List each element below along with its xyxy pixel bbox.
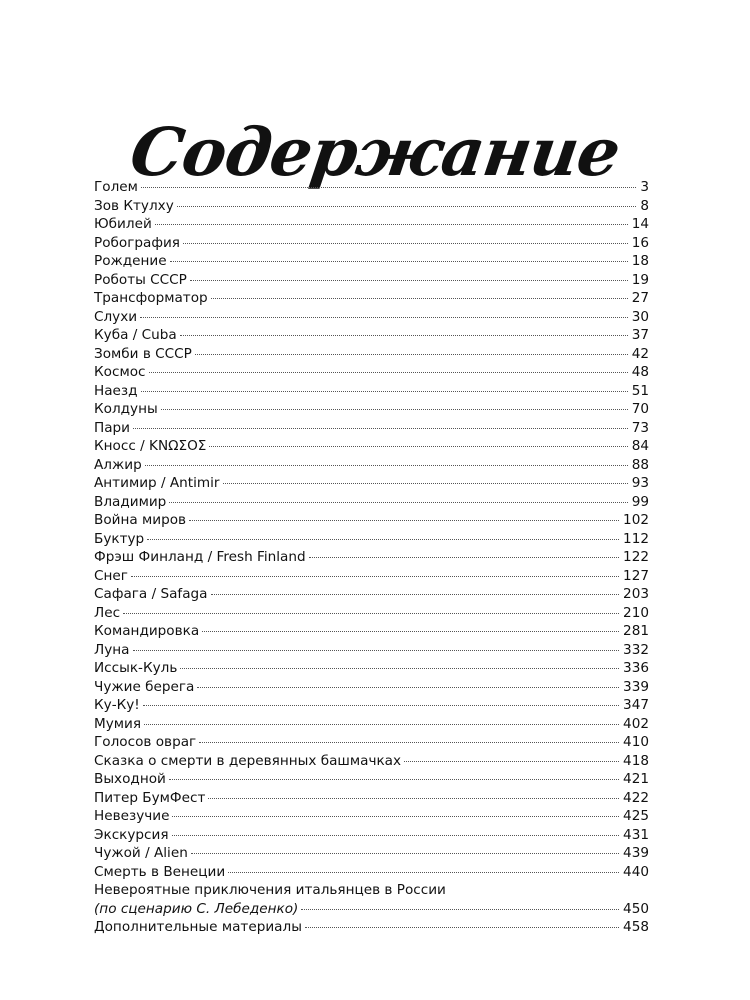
entry-title: Голем xyxy=(94,179,138,195)
table-of-contents xyxy=(94,178,649,937)
page-title: Содержание xyxy=(125,113,625,192)
entry-page-number: 418 xyxy=(623,752,649,769)
dot-leader xyxy=(155,224,628,225)
dot-leader xyxy=(183,243,628,244)
dot-leader xyxy=(180,668,619,669)
entry-title: Голосов овраг xyxy=(94,734,197,750)
entry-subtitle: (по сценарию С. Лебеденко) xyxy=(94,900,299,917)
entry-title: Космос xyxy=(94,364,146,380)
entry-page-number: 439 xyxy=(623,845,649,861)
dot-leader xyxy=(172,835,620,836)
toc-entry[interactable] xyxy=(94,622,649,641)
entry-title: Куба / Cuba xyxy=(94,327,177,343)
toc-entry[interactable] xyxy=(94,363,649,382)
toc-entry[interactable] xyxy=(94,456,649,475)
toc-entry[interactable] xyxy=(94,178,649,197)
entry-title: Слухи xyxy=(94,308,138,325)
entry-title: Наезд xyxy=(94,382,138,399)
entry-title: Сказка о смерти в деревянных башмачках xyxy=(94,752,402,769)
dot-leader xyxy=(140,317,628,318)
toc-entry[interactable] xyxy=(94,215,649,234)
entry-page-number: 410 xyxy=(623,734,649,750)
entry-page-number: 210 xyxy=(623,604,649,621)
toc-entry[interactable] xyxy=(94,252,649,271)
entry-title: Кносс / ΚΝΩΣΟΣ xyxy=(94,438,207,454)
entry-page-number: 402 xyxy=(623,715,649,732)
toc-entry[interactable] xyxy=(94,807,649,826)
dot-leader xyxy=(133,650,620,651)
entry-title: Чужой / Alien xyxy=(94,845,188,861)
toc-entry[interactable] xyxy=(94,271,649,290)
entry-title: Антимир / Antimir xyxy=(94,475,220,491)
entry-page-number: 112 xyxy=(623,530,649,547)
dot-leader xyxy=(133,428,628,429)
dot-leader xyxy=(149,372,628,373)
toc-entry[interactable] xyxy=(94,585,649,604)
entry-title: Рождение xyxy=(94,253,167,269)
dot-leader xyxy=(169,779,619,780)
entry-title: Невезучие xyxy=(94,808,170,824)
entry-page-number: 431 xyxy=(623,826,649,843)
entry-page-number: 122 xyxy=(623,549,649,565)
dot-leader xyxy=(305,927,619,928)
entry-page-number: 203 xyxy=(623,586,649,602)
entry-page-number: 70 xyxy=(631,401,649,417)
entry-page-number: 84 xyxy=(631,438,649,454)
entry-page-number: 99 xyxy=(631,493,649,510)
toc-entry[interactable] xyxy=(94,437,649,456)
entry-page-number: 42 xyxy=(631,345,649,362)
dot-leader xyxy=(211,594,620,595)
entry-title: Выходной xyxy=(94,771,166,787)
toc-entry[interactable] xyxy=(94,863,649,882)
dot-leader xyxy=(147,539,619,540)
toc-entry[interactable] xyxy=(94,511,649,530)
entry-page-number: 332 xyxy=(623,641,649,658)
entry-page-number: 73 xyxy=(631,419,649,436)
toc-entry[interactable] xyxy=(94,548,649,567)
entry-title: Смерть в Венеции xyxy=(94,863,226,880)
toc-entry[interactable] xyxy=(94,474,649,493)
entry-page-number: 93 xyxy=(631,475,649,491)
dot-leader xyxy=(141,391,628,392)
entry-page-number: 16 xyxy=(631,234,649,251)
dot-leader xyxy=(209,446,627,447)
entry-page-number: 19 xyxy=(631,271,649,288)
entry-title: Юбилей xyxy=(94,216,152,232)
entry-subtitle-line xyxy=(94,900,649,919)
entry-title: Фрэш Финланд / Fresh Finland xyxy=(94,549,306,565)
entry-title: Иссык-Куль xyxy=(94,660,178,676)
entry-page-number: 339 xyxy=(623,678,649,695)
dot-leader xyxy=(189,520,619,521)
entry-page-number: 51 xyxy=(631,382,649,399)
toc-entry[interactable] xyxy=(94,345,649,364)
entry-title: Колдуны xyxy=(94,401,158,417)
entry-title: Пари xyxy=(94,419,131,436)
dot-leader xyxy=(145,465,628,466)
dot-leader xyxy=(172,816,619,817)
entry-page-number: 27 xyxy=(631,290,649,306)
entry-page-number: 30 xyxy=(631,308,649,325)
entry-title: Дополнительные материалы xyxy=(94,919,302,935)
toc-entry[interactable] xyxy=(94,289,649,308)
toc-entry[interactable] xyxy=(94,826,649,845)
dot-leader xyxy=(195,354,628,355)
dot-leader xyxy=(404,761,619,762)
dot-leader xyxy=(123,613,619,614)
entry-page-number: 458 xyxy=(623,919,649,935)
entry-page-number: 14 xyxy=(631,216,649,232)
toc-entry[interactable] xyxy=(94,641,649,660)
entry-title: Зомби в СССР xyxy=(94,345,192,362)
entry-title: Невероятные приключения итальянцев в России xyxy=(94,882,446,898)
toc-entry-multiline[interactable] xyxy=(94,881,649,918)
toc-entry[interactable] xyxy=(94,733,649,752)
entry-page-number: 347 xyxy=(623,697,649,713)
dot-leader xyxy=(208,798,619,799)
dot-leader xyxy=(144,724,619,725)
entry-title: Владимир xyxy=(94,493,167,510)
entry-title: Снег xyxy=(94,567,128,584)
dot-leader xyxy=(309,557,619,558)
entry-page-number: 102 xyxy=(623,512,649,528)
entry-page-number: 450 xyxy=(623,900,649,917)
toc-entry[interactable] xyxy=(94,918,649,937)
dot-leader xyxy=(191,853,619,854)
toc-entry[interactable] xyxy=(94,567,649,586)
dot-leader xyxy=(223,483,628,484)
entry-title: Сафага / Safaga xyxy=(94,586,208,602)
dot-leader xyxy=(197,687,619,688)
toc-entry[interactable] xyxy=(94,234,649,253)
entry-page-number: 440 xyxy=(623,863,649,880)
entry-page-number: 281 xyxy=(623,623,649,639)
entry-title: Робография xyxy=(94,234,180,251)
entry-title: Луна xyxy=(94,641,130,658)
toc-entry[interactable] xyxy=(94,696,649,715)
toc-entry[interactable] xyxy=(94,844,649,863)
toc-entry[interactable] xyxy=(94,400,649,419)
toc-entry[interactable] xyxy=(94,789,649,808)
entry-page-number: 18 xyxy=(631,253,649,269)
dot-leader xyxy=(190,280,628,281)
toc-entry[interactable] xyxy=(94,752,649,771)
entry-title: Война миров xyxy=(94,512,187,528)
dot-leader xyxy=(202,631,619,632)
toc-entry[interactable] xyxy=(94,308,649,327)
entry-page-number: 127 xyxy=(623,567,649,584)
toc-entry[interactable] xyxy=(94,659,649,678)
dot-leader xyxy=(211,298,628,299)
entry-title: Алжир xyxy=(94,456,142,473)
entry-page-number: 421 xyxy=(623,771,649,787)
entry-title: Буктур xyxy=(94,530,145,547)
dot-leader xyxy=(131,576,619,577)
toc-entry[interactable] xyxy=(94,326,649,345)
dot-leader xyxy=(141,187,636,188)
entry-page-number: 8 xyxy=(640,197,649,214)
entry-title: Роботы СССР xyxy=(94,271,187,288)
entry-page-number: 3 xyxy=(640,179,649,195)
dot-leader xyxy=(170,261,628,262)
entry-title: Командировка xyxy=(94,623,200,639)
entry-page-number: 48 xyxy=(631,364,649,380)
toc-entry[interactable] xyxy=(94,604,649,623)
toc-entry[interactable] xyxy=(94,419,649,438)
dot-leader xyxy=(301,909,619,910)
entry-page-number: 422 xyxy=(623,789,649,806)
entry-page-number: 425 xyxy=(623,808,649,824)
entry-title: Мумия xyxy=(94,715,142,732)
dot-leader xyxy=(199,742,619,743)
entry-title: Зов Ктулху xyxy=(94,197,174,214)
toc-entry[interactable] xyxy=(94,382,649,401)
entry-page-number: 336 xyxy=(623,660,649,676)
entry-title: Лес xyxy=(94,604,121,621)
toc-entry[interactable] xyxy=(94,197,649,216)
dot-leader xyxy=(143,705,619,706)
dot-leader xyxy=(228,872,619,873)
toc-entry[interactable] xyxy=(94,715,649,734)
entry-title: Питер БумФест xyxy=(94,789,206,806)
entry-page-number: 37 xyxy=(631,327,649,343)
toc-entry[interactable] xyxy=(94,770,649,789)
toc-entry[interactable] xyxy=(94,530,649,549)
toc-entry[interactable] xyxy=(94,493,649,512)
entry-title: Чужие берега xyxy=(94,678,195,695)
toc-entry[interactable] xyxy=(94,678,649,697)
dot-leader xyxy=(180,335,628,336)
entry-title: Трансформатор xyxy=(94,290,208,306)
dot-leader xyxy=(161,409,628,410)
entry-title: Экскурсия xyxy=(94,826,169,843)
entry-page-number: 88 xyxy=(631,456,649,473)
dot-leader xyxy=(177,206,637,207)
dot-leader xyxy=(169,502,627,503)
entry-title: Ку-Ку! xyxy=(94,697,140,713)
